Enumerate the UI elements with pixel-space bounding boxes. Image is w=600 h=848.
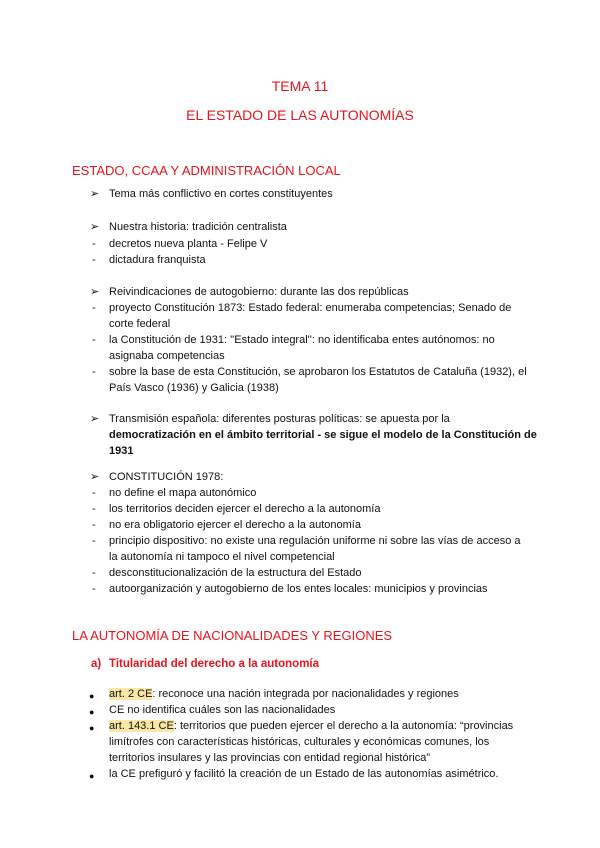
arrow-bullet-icon: ➢ <box>90 221 100 233</box>
dash-bullet-icon: - <box>92 238 96 250</box>
list-item: no era obligatorio ejercer el derecho a la autonomía <box>109 519 361 531</box>
paragraph-4-bold: 1931 <box>109 445 134 457</box>
dash-bullet-icon: - <box>92 254 96 266</box>
document-title: TEMA 11 <box>271 78 329 94</box>
arrow-bullet-icon: ➢ <box>90 286 100 298</box>
list-item: los territorios deciden ejercer el derecho a la autonomía <box>109 503 381 515</box>
bullet-item-1 <box>109 686 459 702</box>
dash-bullet-icon: - <box>92 535 96 547</box>
paragraph-4: Transmisión española: diferentes posturas políticas: se apuesta por la <box>109 413 450 425</box>
dash-bullet-icon: - <box>92 334 96 346</box>
bullet-icon: ● <box>89 691 95 701</box>
list-item-continuation: corte federal <box>109 318 171 330</box>
section-heading-estado: ESTADO, CCAA Y ADMINISTRACIÓN LOCAL <box>72 163 341 178</box>
dash-bullet-icon: - <box>92 503 96 515</box>
list-item: autoorganización y autogobierno de los entes locales: municipios y provincias <box>109 583 488 595</box>
article-reference: art. 143.1 CE <box>109 720 174 732</box>
bullet-icon: ● <box>89 707 95 717</box>
subsection-heading: Titularidad del derecho a la autonomía <box>109 658 320 670</box>
bullet-item-continuation: limítrofes con características históricas, culturales y económicas comunes, los <box>109 736 490 748</box>
bullet-item-4: la CE prefiguró y facilitó la creación de un Estado de las autonomías asimétrico. <box>109 768 499 780</box>
bullet-item-text: : territorios que pueden ejercer el derecho a la autonomía: “provincias <box>173 720 514 732</box>
bullet-item-continuation: territorios insulares y las provincias con entidad regional histórica” <box>109 752 430 764</box>
dash-bullet-icon: - <box>92 583 96 595</box>
paragraph-3: Reivindicaciones de autogobierno: durante las dos repúblicas <box>109 286 409 298</box>
arrow-bullet-icon: ➢ <box>90 188 100 200</box>
document-subtitle: EL ESTADO DE LAS AUTONOMÍAS <box>186 107 414 123</box>
list-item: sobre la base de esta Constitución, se aprobaron los Estatutos de Cataluña (1932), el <box>109 366 527 378</box>
bullet-item-2: CE no identifica cuáles son las nacionalidades <box>109 704 336 716</box>
article-reference: art. 2 CE <box>109 688 153 700</box>
dash-bullet-icon: - <box>92 302 96 314</box>
paragraph-1: Tema más conflictivo en cortes constituyentes <box>109 188 333 200</box>
list-item: principio dispositivo: no existe una regulación uniforme ni sobre las vías de acceso a <box>109 535 521 547</box>
bullet-icon: ● <box>89 771 95 781</box>
list-item: no define el mapa autonómico <box>109 487 257 499</box>
list-item-continuation: la autonomía ni tampoco el nivel competencial <box>109 551 335 563</box>
dash-bullet-icon: - <box>92 366 96 378</box>
list-item: desconstitucionalización de la estructura del Estado <box>109 567 362 579</box>
arrow-bullet-icon: ➢ <box>90 413 100 425</box>
bullet-item-3 <box>109 718 513 734</box>
paragraph-2: Nuestra historia: tradición centralista <box>109 221 287 233</box>
subsection-marker: a) <box>91 658 102 670</box>
dash-bullet-icon: - <box>92 567 96 579</box>
list-item: la Constitución de 1931: ''Estado integral'': no identificaba entes autónomos: no <box>109 334 495 346</box>
list-item: decretos nueva planta - Felipe V <box>109 238 268 250</box>
bullet-icon: ● <box>89 723 95 733</box>
bullet-item-text: : reconoce una nación integrada por nacionalidades y regiones <box>152 688 459 700</box>
list-item: proyecto Constitución 1873: Estado federal: enumeraba competencias; Senado de <box>109 302 512 314</box>
list-item-continuation: asignaba competencias <box>109 350 225 362</box>
list-item: dictadura franquista <box>109 254 206 266</box>
list-item-continuation: País Vasco (1936) y Galicia (1938) <box>109 382 279 394</box>
paragraph-5: CONSTITUCIÓN 1978: <box>109 471 224 483</box>
paragraph-4-bold: democratización en el ámbito territorial - se sigue el modelo de la Constitución de <box>109 429 537 441</box>
arrow-bullet-icon: ➢ <box>90 471 100 483</box>
dash-bullet-icon: - <box>92 487 96 499</box>
dash-bullet-icon: - <box>92 519 96 531</box>
section-heading-autonomia: LA AUTONOMÍA DE NACIONALIDADES Y REGIONES <box>72 628 393 643</box>
